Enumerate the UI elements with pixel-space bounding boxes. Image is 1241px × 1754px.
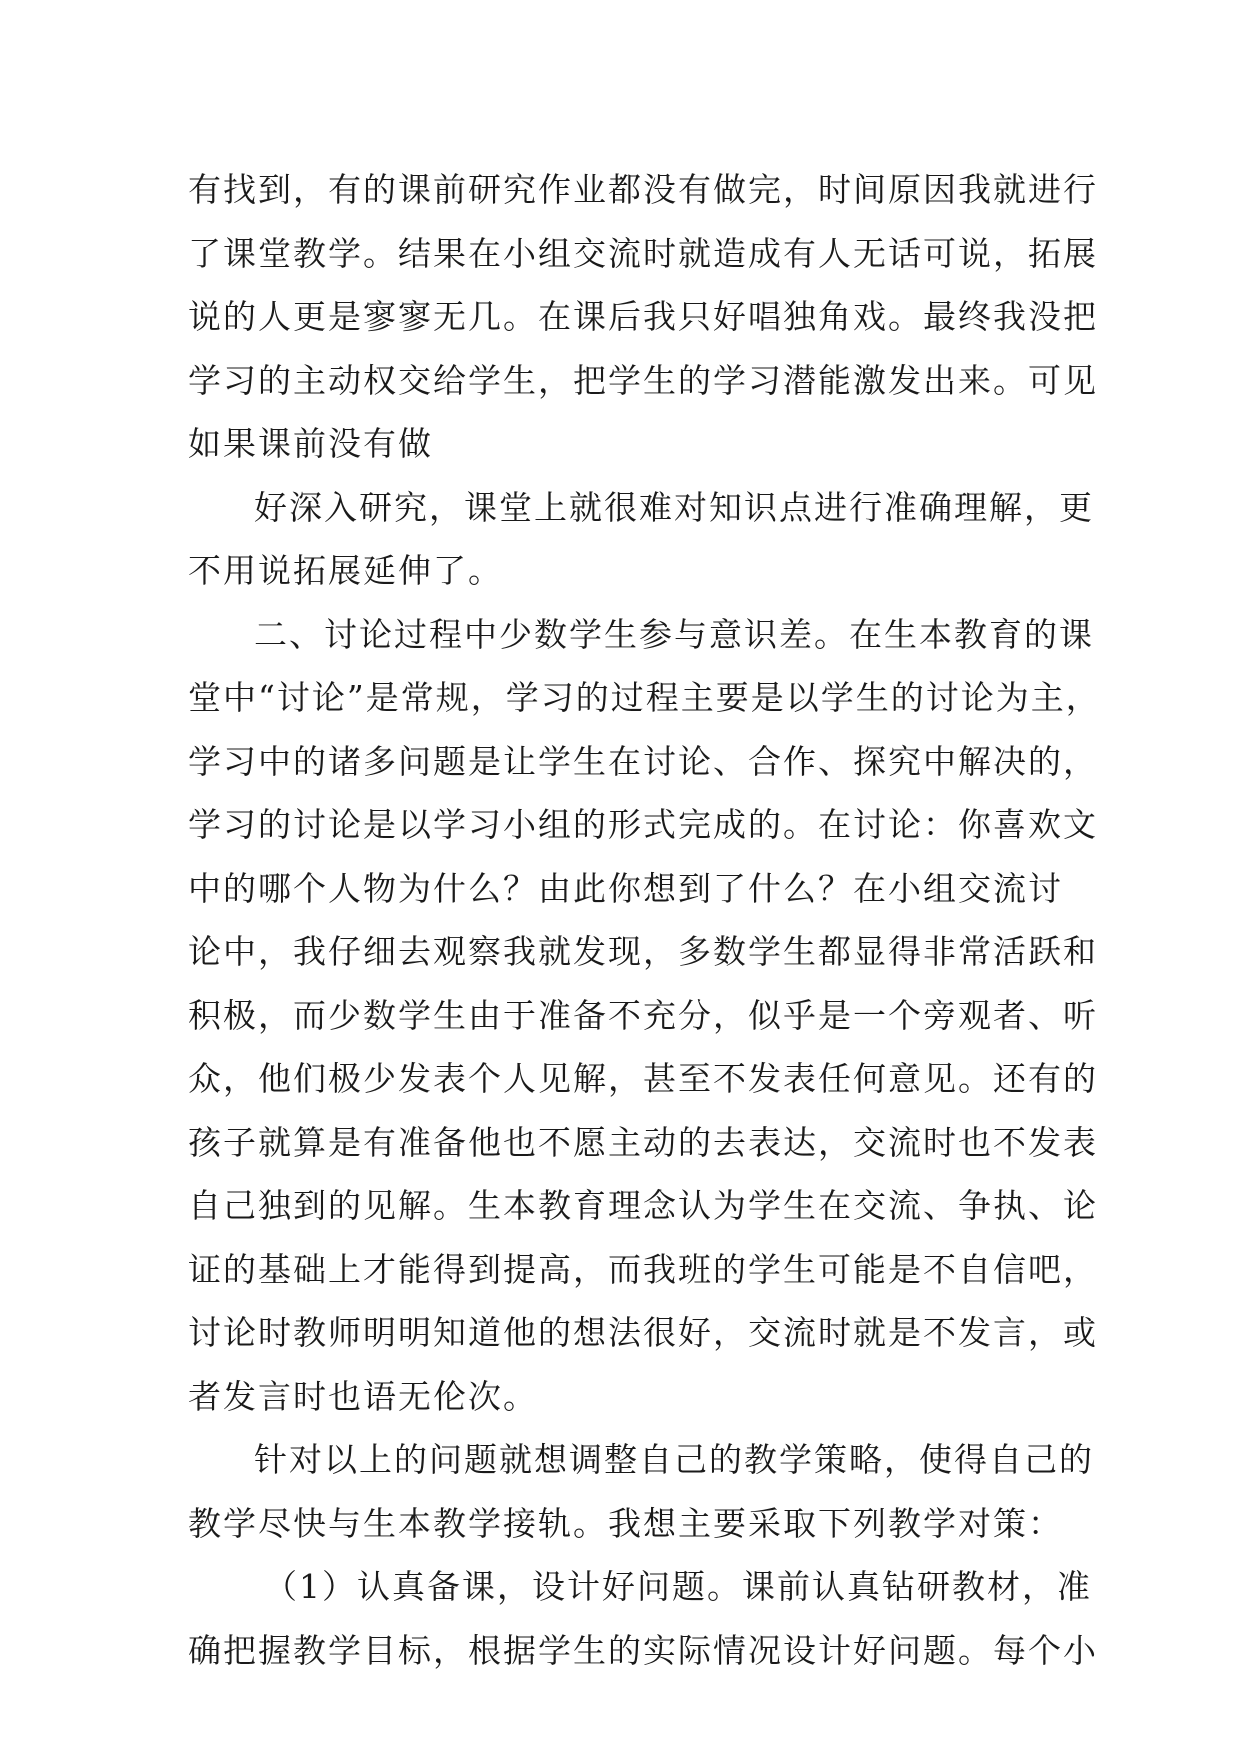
text-line: 论中，我仔细去观察我就发现，多数学生都显得非常活跃和 bbox=[188, 932, 1098, 971]
text-line: 自己独到的见解。生本教育理念认为学生在交流、争执、论 bbox=[188, 1186, 1098, 1225]
text-line: 讨论时教师明明知道他的想法很好，交流时就是不发言，或 bbox=[188, 1313, 1098, 1352]
text-line: 学习中的诸多问题是让学生在讨论、合作、探究中解决的， bbox=[188, 741, 1098, 781]
text-line: 了课堂教学。结果在小组交流时就造成有人无话可说，拓展 bbox=[188, 233, 1098, 273]
text-line: 学习的主动权交给学生，把学生的学习潜能激发出来。可见 bbox=[188, 360, 1098, 400]
text-line: 如果课前没有做 bbox=[188, 424, 433, 463]
text-line: 积极，而少数学生由于准备不充分，似乎是一个旁观者、听 bbox=[188, 995, 1098, 1035]
body-text bbox=[188, 158, 1101, 1682]
text-line: 中的哪个人物为什么？由此你想到了什么？在小组交流讨 bbox=[188, 868, 1063, 908]
paragraph-first-line: 好深入研究，课堂上就很难对知识点进行准确理解，更 bbox=[254, 487, 1094, 527]
text-line: 说的人更是寥寥无几。在课后我只好唱独角戏。最终我没把 bbox=[188, 297, 1098, 336]
paragraph-first-line: （1）认真备课，设计好问题。课前认真钻研教材，准 bbox=[264, 1567, 1092, 1606]
paragraph-first-line: 针对以上的问题就想调整自己的教学策略，使得自己的 bbox=[254, 1440, 1094, 1479]
paragraph-first-line: 二、讨论过程中少数学生参与意识差。在生本教育的课 bbox=[254, 614, 1094, 654]
text-line: 众，他们极少发表个人见解，甚至不发表任何意见。还有的 bbox=[188, 1059, 1098, 1098]
text-line: 学习的讨论是以学习小组的形式完成的。在讨论：你喜欢文 bbox=[188, 805, 1098, 844]
text-line: 不用说拓展延伸了。 bbox=[188, 551, 503, 590]
text-line: 孩子就算是有准备他也不愿主动的去表达，交流时也不发表 bbox=[188, 1122, 1098, 1162]
text-line: 堂中“讨论”是常规，学习的过程主要是以学生的讨论为主， bbox=[188, 678, 1101, 717]
text-line: 确把握教学目标，根据学生的实际情况设计好问题。每个小 bbox=[188, 1630, 1098, 1670]
text-line: 教学尽快与生本教学接轨。我想主要采取下列教学对策： bbox=[188, 1503, 1063, 1543]
text-line: 有找到，有的课前研究作业都没有做完，时间原因我就进行 bbox=[188, 170, 1098, 209]
text-line: 证的基础上才能得到提高，而我班的学生可能是不自信吧， bbox=[188, 1249, 1098, 1289]
text-line: 者发言时也语无伦次。 bbox=[188, 1376, 538, 1416]
